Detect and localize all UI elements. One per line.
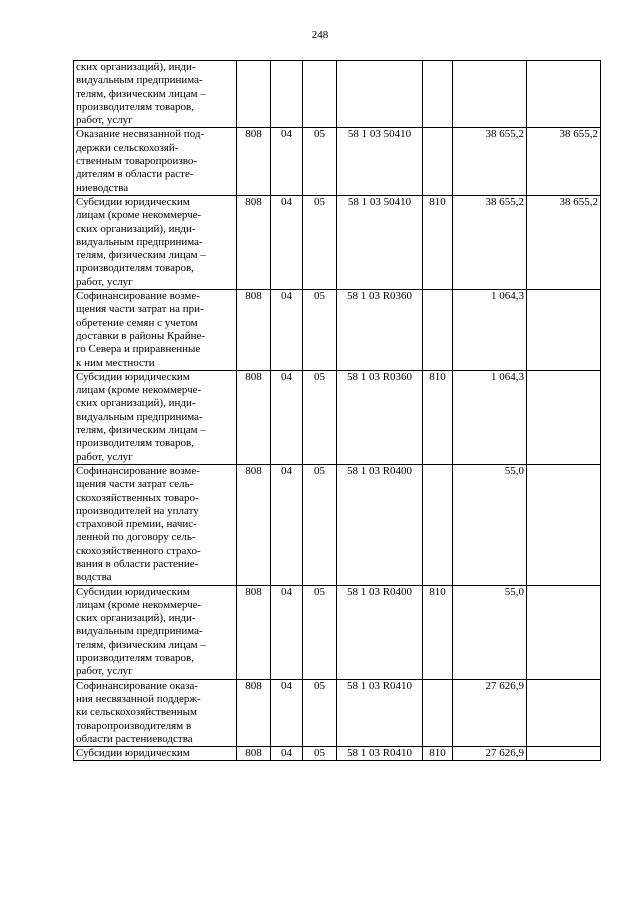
target-article-cell bbox=[337, 61, 423, 128]
expense-type-cell bbox=[423, 290, 453, 371]
item-name-line: страховой премии, начис- bbox=[76, 518, 197, 531]
item-name-line: дителям в области расте- bbox=[76, 168, 194, 181]
table-row bbox=[74, 585, 601, 679]
item-name-line: Софинансирование возме- bbox=[76, 290, 200, 303]
table-row bbox=[74, 128, 601, 195]
org-code-cell: 808 bbox=[237, 464, 271, 585]
subsection-code-cell: 05 bbox=[303, 290, 337, 371]
amount-cell: 38 655,2 bbox=[453, 195, 527, 289]
budget-table bbox=[73, 60, 601, 761]
item-name-line: Субсидии юридическим bbox=[76, 370, 190, 383]
item-name-line: к ним местности bbox=[76, 356, 155, 369]
section-code-cell: 04 bbox=[271, 195, 303, 289]
item-name-cell bbox=[74, 195, 237, 289]
item-name-line: лицам (кроме некоммерче- bbox=[76, 209, 202, 222]
target-article-cell: 58 1 03 R0410 bbox=[337, 747, 423, 761]
subsection-code-cell: 05 bbox=[303, 585, 337, 679]
subsection-code-cell bbox=[303, 61, 337, 128]
page-number: 248 bbox=[311, 29, 329, 41]
section-code-cell: 04 bbox=[271, 464, 303, 585]
target-article-cell: 58 1 03 R0400 bbox=[337, 585, 423, 679]
target-article-cell: 58 1 03 R0410 bbox=[337, 679, 423, 746]
item-name-line: производителям товаров, bbox=[76, 437, 194, 450]
item-name-line: доставки в районы Крайне- bbox=[76, 329, 206, 342]
item-name-line: ниеводства bbox=[76, 181, 129, 194]
item-name-line: водства bbox=[76, 571, 112, 584]
item-name-line: телям, физическим лицам – bbox=[76, 249, 206, 262]
item-name-line: ния несвязанной поддерж- bbox=[76, 692, 201, 705]
item-name-line: Субсидии юридическим bbox=[76, 747, 190, 760]
item-name-line: телям, физическим лицам – bbox=[76, 87, 206, 100]
target-article-cell: 58 1 03 R0400 bbox=[337, 464, 423, 585]
table-row bbox=[74, 370, 601, 464]
subsection-code-cell: 05 bbox=[303, 679, 337, 746]
amount-cell: 55,0 bbox=[453, 464, 527, 585]
item-name-line: ских организаций), инди- bbox=[76, 397, 196, 410]
item-name-cell bbox=[74, 370, 237, 464]
item-name-line: скохозяйственных товаро- bbox=[76, 491, 199, 504]
federal-amount-cell bbox=[527, 464, 601, 585]
item-name-line: ских организаций), инди- bbox=[76, 222, 196, 235]
section-code-cell: 04 bbox=[271, 585, 303, 679]
table-row bbox=[74, 61, 601, 128]
expense-type-cell bbox=[423, 61, 453, 128]
table-row bbox=[74, 290, 601, 371]
expense-type-cell: 810 bbox=[423, 370, 453, 464]
section-code-cell: 04 bbox=[271, 128, 303, 195]
subsection-code-cell: 05 bbox=[303, 464, 337, 585]
item-name-line: ки сельскохозяйственным bbox=[76, 706, 197, 719]
item-name-line: производителям товаров, bbox=[76, 100, 194, 113]
expense-type-cell bbox=[423, 679, 453, 746]
federal-amount-cell: 38 655,2 bbox=[527, 128, 601, 195]
item-name-line: ских организаций), инди- bbox=[76, 612, 196, 625]
item-name-line: области растениеводства bbox=[76, 732, 193, 745]
subsection-code-cell: 05 bbox=[303, 370, 337, 464]
item-name-cell bbox=[74, 585, 237, 679]
target-article-cell: 58 1 03 50410 bbox=[337, 128, 423, 195]
item-name-line: го Севера и приравненные bbox=[76, 343, 201, 356]
item-name-line: видуальным предпринима- bbox=[76, 74, 203, 87]
section-code-cell: 04 bbox=[271, 370, 303, 464]
org-code-cell: 808 bbox=[237, 370, 271, 464]
amount-cell: 27 626,9 bbox=[453, 679, 527, 746]
item-name-cell bbox=[74, 128, 237, 195]
federal-amount-cell bbox=[527, 370, 601, 464]
target-article-cell: 58 1 03 50410 bbox=[337, 195, 423, 289]
amount-cell: 1 064,3 bbox=[453, 290, 527, 371]
item-name-line: телям, физическим лицам – bbox=[76, 424, 206, 437]
amount-cell: 27 626,9 bbox=[453, 747, 527, 761]
item-name-line: вания в области растение- bbox=[76, 557, 199, 570]
item-name-line: скохозяйственного страхо- bbox=[76, 544, 201, 557]
org-code-cell: 808 bbox=[237, 195, 271, 289]
amount-cell: 1 064,3 bbox=[453, 370, 527, 464]
item-name-line: видуальным предпринима- bbox=[76, 625, 203, 638]
org-code-cell bbox=[237, 61, 271, 128]
item-name-line: щения части затрат сель- bbox=[76, 478, 194, 491]
org-code-cell: 808 bbox=[237, 747, 271, 761]
item-name-line: обретение семян с учетом bbox=[76, 316, 198, 329]
org-code-cell: 808 bbox=[237, 290, 271, 371]
expense-type-cell bbox=[423, 464, 453, 585]
expense-type-cell: 810 bbox=[423, 747, 453, 761]
subsection-code-cell: 05 bbox=[303, 747, 337, 761]
federal-amount-cell bbox=[527, 585, 601, 679]
table-row bbox=[74, 679, 601, 746]
amount-cell: 38 655,2 bbox=[453, 128, 527, 195]
section-code-cell: 04 bbox=[271, 679, 303, 746]
item-name-line: Субсидии юридическим bbox=[76, 585, 190, 598]
item-name-line: держки сельскохозяй- bbox=[76, 141, 179, 154]
expense-type-cell: 810 bbox=[423, 195, 453, 289]
subsection-code-cell: 05 bbox=[303, 195, 337, 289]
item-name-line: производителям товаров, bbox=[76, 652, 194, 665]
item-name-line: видуальным предпринима- bbox=[76, 235, 203, 248]
org-code-cell: 808 bbox=[237, 128, 271, 195]
item-name-line: ленной по договору сель- bbox=[76, 531, 196, 544]
section-code-cell: 04 bbox=[271, 290, 303, 371]
item-name-line: производителям товаров, bbox=[76, 262, 194, 275]
org-code-cell: 808 bbox=[237, 679, 271, 746]
expense-type-cell: 810 bbox=[423, 585, 453, 679]
section-code-cell: 04 bbox=[271, 747, 303, 761]
item-name-line: щения части затрат на при- bbox=[76, 303, 204, 316]
federal-amount-cell bbox=[527, 679, 601, 746]
item-name-cell bbox=[74, 61, 237, 128]
item-name-line: товаропроизводителям в bbox=[76, 719, 192, 732]
federal-amount-cell bbox=[527, 290, 601, 371]
item-name-line: Софинансирование оказа- bbox=[76, 679, 199, 692]
federal-amount-cell bbox=[527, 747, 601, 761]
federal-amount-cell: 38 655,2 bbox=[527, 195, 601, 289]
table-row bbox=[74, 747, 601, 761]
expense-type-cell bbox=[423, 128, 453, 195]
org-code-cell: 808 bbox=[237, 585, 271, 679]
federal-amount-cell bbox=[527, 61, 601, 128]
target-article-cell: 58 1 03 R0360 bbox=[337, 290, 423, 371]
item-name-line: работ, услуг bbox=[76, 665, 133, 678]
target-article-cell: 58 1 03 R0360 bbox=[337, 370, 423, 464]
item-name-line: работ, услуг bbox=[76, 275, 133, 288]
item-name-line: телям, физическим лицам – bbox=[76, 638, 206, 651]
item-name-line: Оказание несвязанной под- bbox=[76, 128, 205, 141]
item-name-cell bbox=[74, 464, 237, 585]
item-name-cell bbox=[74, 290, 237, 371]
item-name-line: лицам (кроме некоммерче- bbox=[76, 384, 202, 397]
item-name-line: Софинансирование возме- bbox=[76, 464, 200, 477]
amount-cell bbox=[453, 61, 527, 128]
item-name-line: видуальным предпринима- bbox=[76, 410, 203, 423]
subsection-code-cell: 05 bbox=[303, 128, 337, 195]
table-row bbox=[74, 464, 601, 585]
item-name-line: Субсидии юридическим bbox=[76, 195, 190, 208]
table-row bbox=[74, 195, 601, 289]
item-name-line: ственным товаропроизво- bbox=[76, 155, 198, 168]
item-name-line: работ, услуг bbox=[76, 114, 133, 127]
item-name-line: работ, услуг bbox=[76, 450, 133, 463]
item-name-line: лицам (кроме некоммерче- bbox=[76, 598, 202, 611]
item-name-line: ских организаций), инди- bbox=[76, 61, 196, 73]
item-name-cell bbox=[74, 747, 237, 761]
amount-cell: 55,0 bbox=[453, 585, 527, 679]
item-name-cell bbox=[74, 679, 237, 746]
item-name-line: производителей на уплату bbox=[76, 504, 199, 517]
section-code-cell bbox=[271, 61, 303, 128]
